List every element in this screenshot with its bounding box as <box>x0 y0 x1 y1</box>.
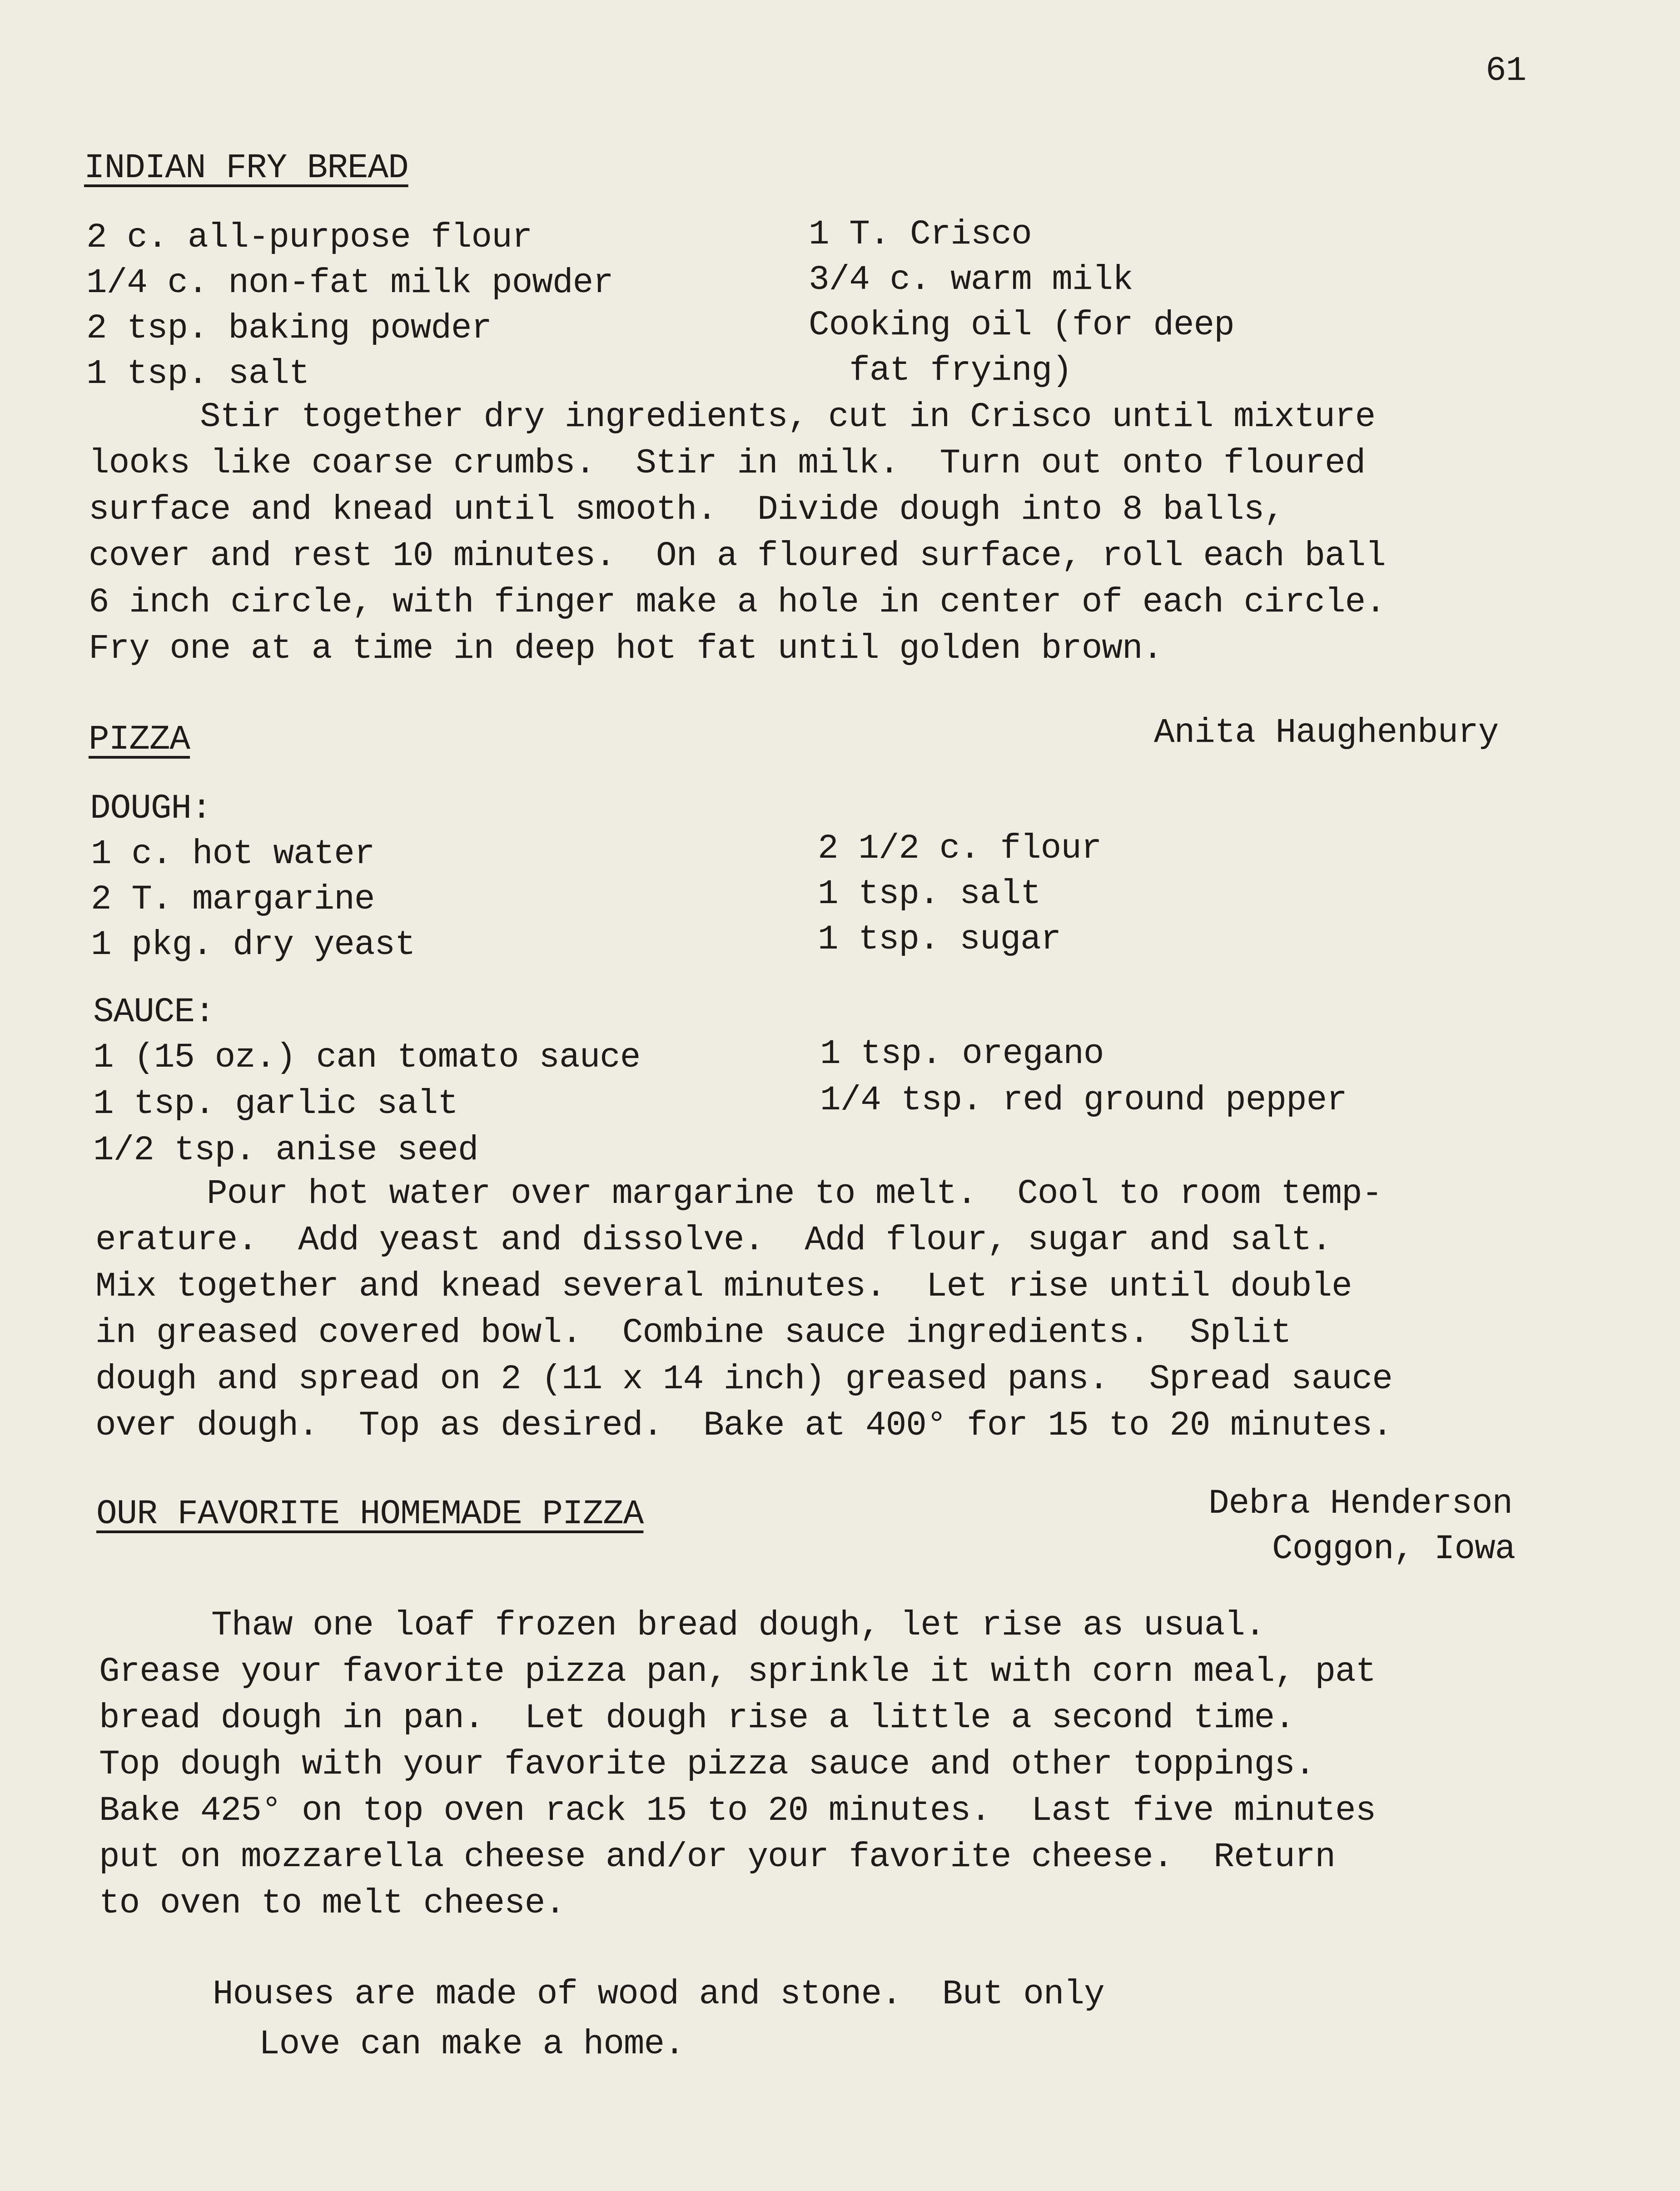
instruction-line: Pour hot water over margarine to melt. Cool to room temp- <box>207 1174 1382 1213</box>
section-heading-dough: DOUGH: <box>90 789 212 828</box>
recipe-author: Debra Henderson <box>1208 1484 1513 1523</box>
ingredient: fat frying) <box>809 351 1072 390</box>
ingredient: 1 tsp. salt <box>86 354 309 393</box>
section-heading-sauce: SAUCE: <box>93 993 215 1032</box>
ingredient: 1 tsp. garlic salt <box>93 1084 458 1123</box>
instruction-line: Bake 425° on top oven rack 15 to 20 minutes. Last five minutes <box>99 1791 1376 1830</box>
ingredient: Cooking oil (for deep <box>809 306 1234 345</box>
ingredient: 1 tsp. sugar <box>818 920 1061 959</box>
ingredient: 2 T. margarine <box>91 880 375 919</box>
ingredient: 2 1/2 c. flour <box>818 829 1102 868</box>
recipe-title-homemade-pizza: OUR FAVORITE HOMEMADE PIZZA <box>96 1495 644 1534</box>
instruction-line: looks like coarse crumbs. Stir in milk. Turn out onto floured <box>89 444 1366 483</box>
recipe-author-location: Coggon, Iowa <box>1272 1530 1516 1569</box>
ingredient: 2 tsp. baking powder <box>86 309 492 348</box>
instruction-line: to oven to melt cheese. <box>99 1884 565 1923</box>
instruction-line: Top dough with your favorite pizza sauce and other toppings. <box>99 1745 1315 1784</box>
ingredient: 1 c. hot water <box>91 835 375 874</box>
instruction-line: over dough. Top as desired. Bake at 400° for 15 to 20 minutes. <box>95 1406 1392 1445</box>
ingredient: 1/4 c. non-fat milk powder <box>86 263 613 303</box>
instruction-line: bread dough in pan. Let dough rise a little a second time. <box>99 1699 1295 1738</box>
instruction-line: Mix together and knead several minutes. Let rise until double <box>95 1267 1352 1306</box>
instruction-line: surface and knead until smooth. Divide dough into 8 balls, <box>89 490 1284 529</box>
quote-line: Love can make a home. <box>259 2025 685 2064</box>
ingredient: 1 tsp. oregano <box>820 1034 1104 1073</box>
ingredient: 1/4 tsp. red ground pepper <box>820 1081 1347 1120</box>
ingredient: 3/4 c. warm milk <box>809 260 1133 299</box>
ingredient: 1 tsp. salt <box>818 874 1041 914</box>
instruction-line: 6 inch circle, with finger make a hole in center of each circle. <box>89 583 1386 622</box>
page-number: 61 <box>1486 51 1526 90</box>
ingredient: 1 (15 oz.) can tomato sauce <box>93 1038 641 1077</box>
instruction-line: Fry one at a time in deep hot fat until golden brown. <box>89 629 1163 668</box>
instruction-line: Stir together dry ingredients, cut in Crisco until mixture <box>200 397 1376 437</box>
recipe-title-pizza: PIZZA <box>89 720 190 759</box>
quote-line: Houses are made of wood and stone. But only <box>213 1975 1104 2014</box>
instruction-line: cover and rest 10 minutes. On a floured surface, roll each ball <box>89 537 1386 576</box>
ingredient: 1 pkg. dry yeast <box>91 925 415 964</box>
ingredient: 2 c. all-purpose flour <box>86 218 532 257</box>
instruction-line: Thaw one loaf frozen bread dough, let rise as usual. <box>211 1606 1265 1645</box>
instruction-line: erature. Add yeast and dissolve. Add flour, sugar and salt. <box>95 1221 1332 1260</box>
instruction-line: Grease your favorite pizza pan, sprinkle it with corn meal, pat <box>99 1652 1376 1691</box>
instruction-line: in greased covered bowl. Combine sauce ingredients. Split <box>95 1313 1291 1352</box>
instruction-line: dough and spread on 2 (11 x 14 inch) greased pans. Spread sauce <box>95 1360 1392 1399</box>
ingredient: 1 T. Crisco <box>809 215 1032 254</box>
recipe-author: Anita Haughenbury <box>1154 713 1499 752</box>
ingredient: 1/2 tsp. anise seed <box>93 1131 478 1170</box>
instruction-line: put on mozzarella cheese and/or your favorite cheese. Return <box>99 1838 1336 1877</box>
recipe-title-indian-fry-bread: INDIAN FRY BREAD <box>84 149 408 188</box>
